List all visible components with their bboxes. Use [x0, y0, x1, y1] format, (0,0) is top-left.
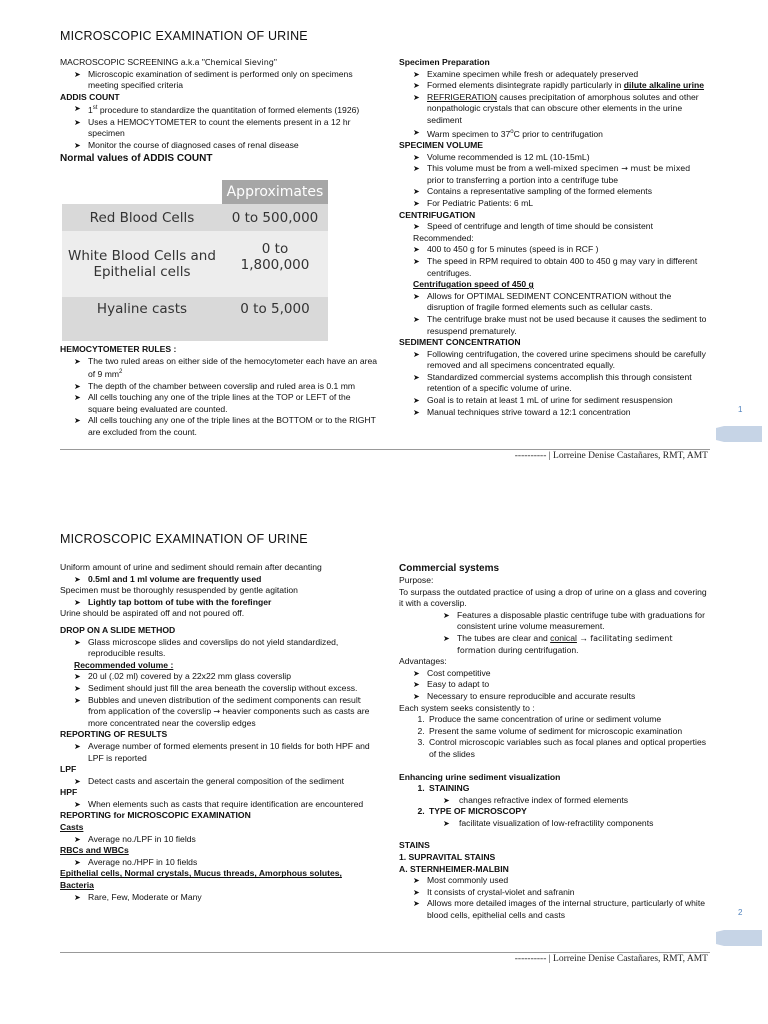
list-item	[427, 806, 709, 829]
sternheimer-heading: A. STERNHEIMER-MALBIN	[399, 863, 509, 874]
list-item: ➤ Easy to adapt to	[427, 679, 709, 691]
text: TYPE OF MICROSCOPY	[429, 806, 527, 817]
table-cell-value: 0 to 1,800,000	[222, 231, 328, 297]
list-item: ➤ Allows more detailed images of the internal structure, particularly of white blood cells, epithelial cells and casts	[427, 898, 709, 921]
list	[60, 741, 378, 764]
list-item: ➤ Lightly tap bottom of tube with the forefinger	[88, 597, 378, 609]
list-item: ➤ Necessary to ensure reproducible and accurate results	[427, 691, 709, 703]
concentration-list	[399, 349, 709, 419]
reporting-heading: REPORTING for MICROSCOPIC EXAMINATION	[60, 810, 251, 821]
volume-list	[399, 152, 709, 210]
footer-rule	[60, 952, 710, 953]
list	[60, 834, 378, 846]
advantages-label: Advantages:	[399, 656, 447, 667]
casts-label: Casts	[60, 822, 84, 833]
list-item: ➤ Rare, Few, Moderate or Many	[88, 892, 378, 904]
list-item: ➤ Allows for OPTIMAL SEDIMENT CONCENTRATION without the disruption of fragile formed elements such as cellular casts.	[427, 291, 709, 314]
list-item: ➤ It consists of crystal-violet and safranin	[427, 887, 709, 899]
list-item: ➤ Microscopic examination of sediment is performed only on specimens meeting specified criteria	[88, 69, 378, 92]
table-cell-label: Red Blood Cells	[62, 204, 222, 231]
text: →	[576, 632, 591, 643]
list-item: ➤ changes refractive index of formed elements	[457, 795, 709, 807]
text: components such as casts are more concentrated near the coverslip edges	[88, 706, 370, 728]
list-item: ➤ Uses a HEMOCYTOMETER to count the elements present in a 12 hr specimen	[88, 117, 378, 140]
text: 1	[88, 105, 93, 116]
list-item: ➤ 400 to 450 g for 5 minutes (speed is in RCF )	[427, 244, 709, 256]
list-item	[427, 80, 709, 92]
list-item: ➤ Speed of centrifuge and length of time should be consistent	[427, 221, 709, 233]
list	[60, 892, 378, 904]
speed-heading: Centrifugation speed of 450 g	[413, 279, 534, 290]
recommended-label: Recommended:	[413, 232, 474, 243]
text: C prior to centrifugation	[513, 128, 603, 139]
list-item: ➤ 0.5ml and 1 ml volume are frequently used	[88, 574, 378, 586]
epithelial-label: Epithelial cells, Normal crystals, Mucus threads, Amorphous solutes, Bacteria	[60, 868, 342, 891]
right-column	[399, 57, 709, 418]
text: procedure to standardize the quantitation of formed elements (1926)	[97, 105, 360, 116]
list-item: ➤ Glass microscope slides and coverslips do not yield standardized, reproducible results.	[88, 637, 378, 660]
text: Formed elements disintegrate rapidly particularly in	[427, 80, 624, 91]
list	[60, 776, 378, 788]
hemo-heading: HEMOCYTOMETER RULES :	[60, 344, 177, 354]
volume-heading: SPECIMEN VOLUME	[399, 140, 484, 151]
list	[60, 799, 378, 811]
recommended-list	[399, 244, 709, 279]
page-title: MICROSCOPIC EXAMINATION OF URINE	[60, 532, 308, 546]
recommended-heading: Recommended volume :	[74, 659, 174, 670]
list-item: ➤ Average number of formed elements present in 10 fields for both HPF and LPF is reported	[88, 741, 378, 764]
list-item: ➤ When elements such as casts that require identification are encountered	[88, 799, 378, 811]
footer-text: ---------- | Lorreine Denise Castañares, RMT, AMT	[514, 954, 708, 964]
addis-table	[62, 180, 328, 341]
page-number: 1	[738, 405, 743, 414]
list-item	[457, 633, 709, 656]
footer-text: ---------- | Lorreine Denise Castañares, RMT, AMT	[514, 451, 708, 461]
list	[60, 574, 378, 586]
list-item: ➤ Volume recommended is 12 mL (10-15mL)	[427, 152, 709, 164]
left-column	[60, 562, 378, 903]
table-cell-value: 0 to 5,000	[222, 297, 328, 341]
prep-list	[399, 69, 709, 140]
list-item	[427, 783, 709, 806]
list-item: ➤ All cells touching any one of the triple lines at the BOTTOM or to the RIGHT are excluded from the count.	[88, 415, 378, 438]
stains-heading: STAINS	[399, 840, 430, 851]
list-item: ➤ facilitate visualization of low-refractility components	[457, 818, 709, 830]
emphasis: REFRIGERATION	[427, 91, 498, 102]
left-column	[60, 57, 378, 165]
text: during centrifugation.	[495, 644, 579, 655]
list	[60, 597, 378, 609]
page-tab-decoration	[716, 930, 762, 946]
table-row	[62, 204, 328, 231]
paragraph: Specimen must be thoroughly resuspended by gentle agitation	[60, 585, 298, 596]
each-system-label: Each system seeks consistently to :	[399, 702, 535, 713]
list-item: ➤ All cells touching any one of the triple lines at the TOP or LEFT of the square being evaluated are counted.	[88, 392, 378, 415]
list-item: ➤ Standardized commercial systems accomplish this through consistent retention of a specific volume of urine.	[427, 372, 709, 395]
purpose-label: Purpose:	[399, 575, 434, 585]
text: Bubbles and uneven distribution of the sediment components can	[88, 694, 340, 705]
rbc-label: RBCs and WBCs	[60, 845, 129, 856]
sub-list	[429, 795, 709, 807]
list-item: 1. Produce the same concentration of urine or sediment volume	[427, 714, 709, 726]
commercial-list	[399, 610, 709, 656]
report-heading: REPORTING OF RESULTS	[60, 729, 168, 740]
list-item	[88, 356, 378, 381]
purpose-text: To surpass the outdated practice of using a drop of urine on a glass and covering it with a coverslip.	[399, 586, 707, 609]
drop-heading: DROP ON A SLIDE METHOD	[60, 624, 176, 635]
list-item: ➤ The centrifuge brake must not be used because it causes the sediment to resuspend prematurely.	[427, 314, 709, 337]
recommended-list	[60, 671, 378, 729]
text: causes precipitation of amorphous solutes and other nonpathologic crystals that can obscure other elements in the urine sediment	[427, 91, 699, 125]
table-cell-value: 0 to 500,000	[222, 204, 328, 231]
list-item	[88, 103, 378, 116]
list-item	[88, 695, 378, 730]
table-row	[62, 231, 328, 297]
macro-heading	[60, 57, 378, 69]
chemical-sieving: Chemical Sieving	[204, 58, 274, 67]
list-item: ➤ Detect casts and ascertain the general composition of the sediment	[88, 776, 378, 788]
list-item: ➤ Most commonly used	[427, 875, 709, 887]
paragraph: Uniform amount of urine and sediment should remain after decanting	[60, 562, 322, 572]
supravital-heading: 1. SUPRAVITAL STAINS	[399, 852, 496, 863]
centrifugation-list	[399, 221, 709, 233]
paragraph: Urine should be aspirated off and not poured off.	[60, 608, 245, 619]
sternheimer-list	[399, 875, 709, 921]
list-item: ➤ Manual techniques strive toward a 12:1 concentration	[427, 407, 709, 419]
list-item: ➤ Goal is to retain at least 1 mL of urine for sediment resuspension	[427, 395, 709, 407]
page-2	[0, 512, 768, 1024]
list-item: ➤ Contains a representative sampling of the formed elements	[427, 186, 709, 198]
list	[60, 637, 378, 660]
commercial-heading: Commercial systems	[399, 563, 500, 574]
list-item: ➤ Examine specimen while fresh or adequately preserved	[427, 69, 709, 81]
list	[60, 857, 378, 869]
table-cell-label: White Blood Cells and Epithelial cells	[62, 231, 222, 297]
lpf-label: LPF	[60, 764, 77, 775]
enhancing-list	[399, 783, 709, 829]
list-item: ➤ The depth of the chamber between coverslip and ruled area is 0.1 mm	[88, 381, 378, 393]
text: Warm specimen to 37	[427, 128, 511, 139]
list-item	[427, 163, 709, 186]
list-item: ➤ Following centrifugation, the covered urine specimens should be carefully removed and all specimens concentrated equally.	[427, 349, 709, 372]
addis-heading: ADDIS COUNT	[60, 91, 120, 102]
list-item: ➤ For Pediatric Patients: 6 mL	[427, 198, 709, 210]
list-item: ➤ The speed in RPM required to obtain 400 to 450 g may vary in different centrifuges.	[427, 256, 709, 279]
text: This volume must be from a well-	[427, 163, 554, 174]
superscript: st	[92, 105, 98, 112]
superscript: o	[510, 128, 514, 135]
list-item: 2. Present the same volume of sediment for microscopic examination	[427, 726, 709, 738]
page-number: 2	[738, 908, 743, 917]
hpf-label: HPF	[60, 787, 78, 798]
emphasis: conical	[550, 632, 577, 643]
prep-heading: Specimen Preparation	[399, 57, 490, 67]
speed-list	[399, 291, 709, 337]
table-corner	[62, 180, 222, 204]
emphasis: result from application of the coverslip → heavier	[88, 695, 361, 717]
text: The tubes are clear and	[457, 632, 551, 643]
sub-list	[429, 818, 709, 830]
each-system-list	[399, 714, 709, 760]
list-item	[427, 127, 709, 140]
right-column	[399, 562, 709, 922]
list-item	[427, 92, 709, 127]
emphasis: facilitating sediment formation	[457, 633, 673, 655]
enhancing-heading: Enhancing urine sediment visualization	[399, 771, 561, 782]
concentration-heading: SEDIMENT CONCENTRATION	[399, 337, 521, 348]
list-item: ➤ Average no./LPF in 10 fields	[88, 834, 378, 846]
list-item: ➤ Average no./HPF in 10 fields	[88, 857, 378, 869]
footer-rule	[60, 449, 710, 450]
text: The two ruled areas on either side of the hemocytometer each have an area of 9 mm	[88, 355, 378, 380]
list-item: 3. Control microscopic variables such as focal planes and optical properties of the slides	[427, 737, 709, 760]
text: prior to transferring a portion into a centrifuge tube	[427, 174, 619, 185]
quote: "	[273, 57, 277, 67]
list-item: ➤ Features a disposable plastic centrifuge tube with graduations for consistent urine volume measurement.	[457, 610, 709, 633]
text: STAINING	[429, 783, 470, 794]
list-item: ➤ Monitor the course of diagnosed cases of renal disease	[88, 140, 378, 152]
list-item: ➤ 20 ul (.02 ml) covered by a 22x22 mm glass coverslip	[88, 671, 378, 683]
list-item: ➤ Sediment should just fill the area beneath the coverslip without excess.	[88, 683, 378, 695]
table-cell-label: Hyaline casts	[62, 297, 222, 341]
advantages-list	[399, 668, 709, 703]
emphasis: mixed specimen → must be mixed	[553, 164, 691, 174]
macro-heading-text: MACROSCOPIC SCREENING a.k.a "	[60, 57, 205, 67]
superscript: 2	[119, 369, 123, 376]
macro-list	[60, 69, 378, 92]
page-tab-decoration	[716, 426, 762, 442]
page-title: MICROSCOPIC EXAMINATION OF URINE	[60, 29, 308, 43]
addis-list	[60, 103, 378, 151]
table-row	[62, 297, 328, 341]
list-item: ➤ Cost competitive	[427, 668, 709, 680]
hemocytometer-section	[60, 344, 378, 439]
normal-values-heading: Normal values of ADDIS COUNT	[60, 152, 213, 164]
table-header: Approximates	[222, 180, 328, 204]
hemo-list	[60, 356, 378, 439]
centrifugation-heading: CENTRIFUGATION	[399, 209, 476, 220]
emphasis: dilute alkaline urine	[623, 80, 705, 91]
